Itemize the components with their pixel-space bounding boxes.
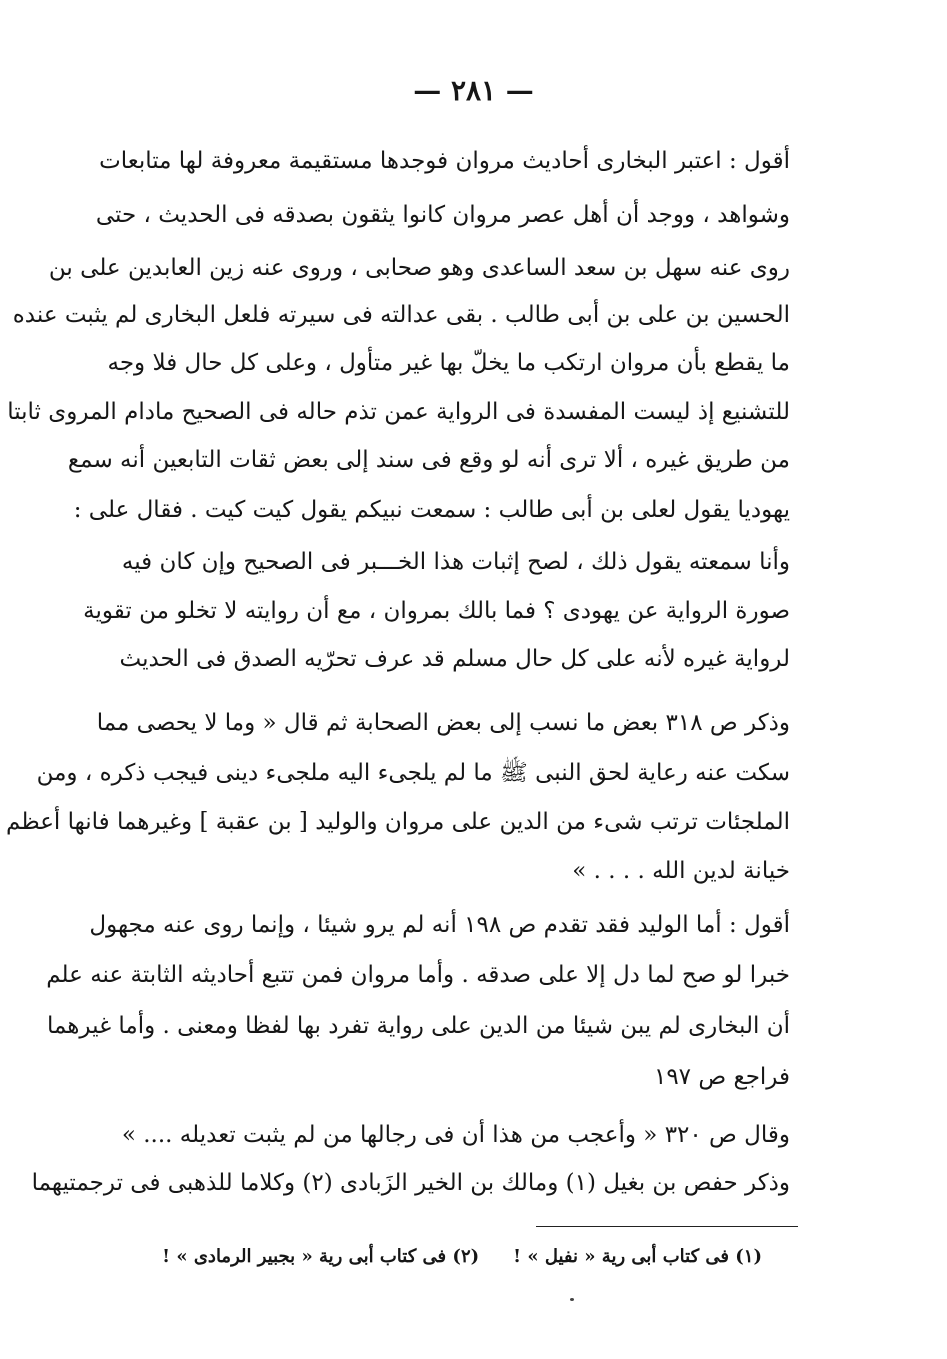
print-speck <box>570 1298 574 1301</box>
footnotes <box>150 1244 762 1270</box>
footnote-2: (٢) فى كتاب أبى رية « بجبير الرمادى » ! <box>162 1246 480 1267</box>
text-line: وذكر ص ٣١٨ بعض ما نسب إلى بعض الصحابة ثم قال « وما لا يحصى مما <box>96 710 790 736</box>
text-line: فراجع ص ١٩٧ <box>653 1064 790 1090</box>
text-line: وقال ص ٣٢٠ « وأعجب من هذا أن فى رجالها من لم يثبت تعديله .... » <box>121 1122 790 1148</box>
text-line: الملجئات ترتب شىء من الدين على مروان والوليد [ بن عقبة ] وغيرهما فانها أعظم <box>6 809 790 835</box>
text-line: أقول : اعتبر البخارى أحاديث مروان فوجدها مستقيمة معروفة لها متابعات <box>99 148 790 174</box>
text-line: ما يقطع بأن مروان ارتكب ما يخلّ بها غير متأول ، وعلى كل حال فلا وجه <box>107 350 790 376</box>
text-line: وشواهد ، ووجد أن أهل عصر مروان كانوا يثقون بصدقه فى الحديث ، حتى <box>95 202 790 228</box>
page-number: — ٢٨١ — <box>413 74 534 107</box>
text-line: للتشنيع إذ ليست المفسدة فى الرواية عمن تذم حاله فى الصحيح مادام المروى ثابتا <box>7 399 790 425</box>
text-line: من طريق غيره ، ألا ترى أنه لو وقع فى سند إلى بعض ثقات التابعين أنه سمع <box>67 447 790 473</box>
text-line: يهوديا يقول لعلى بن أبى طالب : سمعت نبيكم يقول كيت كيت . فقال على : <box>73 497 790 523</box>
footnote-divider <box>536 1226 798 1227</box>
text-line: الحسين بن على بن أبى طالب . بقى عدالته فى سيرته فلعل البخارى لم يثبت عنده <box>12 302 790 328</box>
text-line: صورة الرواية عن يهودى ؟ فما بالك بمروان ، مع أن روايته لا تخلو من تقوية <box>83 598 790 624</box>
text-line: أقول : أما الوليد فقد تقدم ص ١٩٨ أنه لم يرو شيئا ، وإنما روى عنه مجهول <box>89 912 790 938</box>
text-line: سكت عنه رعاية لحق النبى ﷺ ما لم يلجىء اليه ملجىء دينى فيجب ذكره ، ومن <box>36 760 790 786</box>
text-line: روى عنه سهل بن سعد الساعدى وهو صحابى ، وروى عنه زين العابدين على بن <box>48 255 790 281</box>
text-line: وذكر حفص بن بغيل (١) ومالك بن الخير الزَبادى (٢) وكلاما للذهبى فى ترجمتيهما <box>31 1170 790 1196</box>
text-line: خبرا لو صح لما دل إلا على صدقه . وأما مروان فمن تتبع أحاديثه الثابتة عنه علم <box>46 962 790 988</box>
footnote-1: (١) فى كتاب أبى رية « نفيل » ! <box>513 1246 762 1267</box>
text-line: خيانة لدين الله . . . . » <box>572 858 790 884</box>
text-line: وأنا سمعته يقول ذلك ، لصح إثبات هذا الخـــبر فى الصحيح وإن كان فيه <box>121 549 790 575</box>
text-line: لرواية غيره لأنه على كل حال مسلم قد عرف تحرّيه الصدق فى الحديث <box>119 646 790 672</box>
text-line: أن البخارى لم يبن شيئا من الدين على رواية تفرد بها لفظا ومعنى . وأما غيرهما <box>47 1013 790 1039</box>
